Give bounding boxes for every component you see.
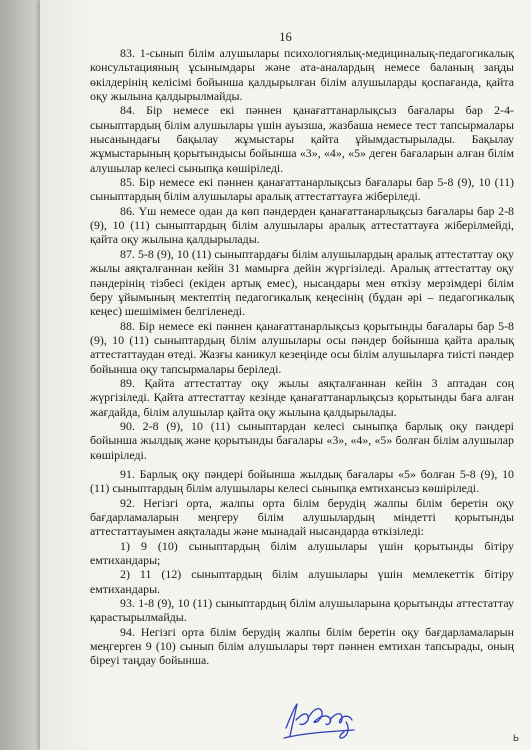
paragraph-90: 90. 2-8 (9), 10 (11) сыныптардан келесі сыныпқа барлық оқу пәндері бойынша жылдық және қорытынды бағалары «3», «4», «5» болған білім алушылар көшіріледі. — [90, 418, 514, 462]
page-number: 16 — [279, 30, 292, 44]
paragraph-83: 83. 1-сынып білім алушылары психологиялық-медициналық-педагогикалық консультацияның ұсынымдары және ата-аналардың немесе баланың заңды өкілдерінің келісімі бойынша қалдырылған білім алушыларды қоспағанда, қайта оқу жылына қалдырылмайды. — [90, 46, 514, 104]
corner-mark: Ь — [512, 734, 519, 744]
document-body — [90, 46, 514, 668]
paragraph-87: 87. 5-8 (9), 10 (11) сыныптардағы білім алушылардың аралық аттестаттау оқу жылы аяқталғаннан кейін 31 мамырға дейін жүргізіледі. Аралық аттестаттау оқу пәндерінің тізбесі (екіден артық емес), нысандары мен өткізу мерзімдері білім беру ұйымының мектептің педагогикалық кеңесінің (бұдан әрі – педагогикалық кеңес) шешімімен белгіленеді. — [90, 246, 514, 319]
handwritten-signature — [280, 698, 362, 742]
document-page — [40, 0, 531, 750]
paragraph-89: 89. Қайта аттестаттау оқу жылы аяқталғаннан кейін 3 аптадан соң жүргізіледі. Қайта аттестаттау кезінде қанағаттанарлықсыз қорытынды баға алған жағдайда, білім алушылар қайта оқу жылына қалдырылады. — [90, 375, 514, 419]
paragraph-86: 86. Үш немесе одан да көп пәндерден қанағаттанарлықсыз бағалары бар 2-8 (9), 10 (11) сыныптардың білім алушылары аралық аттестаттауға жіберілмейді, қайта оқу жылына қалдырылады. — [90, 203, 514, 247]
paragraph-94: 94. Негізгі орта білім берудің жалпы білім беретін оқу бағдарламаларын меңгерген 9 (10) сынып білім алушылары төрт пәннен емтихан тапсырады, оның біреуі таңдау бойынша. — [90, 624, 514, 668]
paragraph-91: 91. Барлық оқу пәндері бойынша жылдық бағалары «5» болған 5-8 (9), 10 (11) сыныптардың білім алушылары келесі сыныпқа емтихансыз көшіріледі. — [90, 466, 514, 496]
paragraph-85: 85. Бір немесе екі пәннен қанағаттанарлықсыз бағалары бар 5-8 (9), 10 (11) сыныптардың білім алушылары аралық аттестаттауға жіберіледі. — [90, 175, 514, 204]
paragraph-92: 92. Негізгі орта, жалпы орта білім берудің жалпы білім беретін оқу бағдарламаларын меңгеру білім алушылардың міндетті қорытынды аттестаттауымен аяқталады және мынадай нысандарда өткізіледі: — [90, 495, 514, 539]
scanner-edge — [0, 0, 44, 750]
list-item-2: 2) 11 (12) сыныптардың білім алушылары үшін мемлекеттік бітіру емтихандары. — [90, 567, 514, 596]
list-item-1: 1) 9 (10) сыныптардың білім алушылары үшін қорытынды бітіру емтихандары; — [90, 538, 514, 568]
paragraph-84: 84. Бір немесе екі пәннен қанағаттанарлықсыз бағалары бар 2-4-сыныптардың білім алушылары үшін ауызша, жазбаша немесе тест тапсырмалары нысанындағы бақылау жұмыстары қайта ұйымдастырылады. Бақылау жұмыстарының қорытындысы бойынша «3», «4», «5» деген бағаларын алған білім алушылар келесі сыныпқа көшіріледі. — [90, 103, 514, 175]
paragraph-93: 93. 1-8 (9), 10 (11) сыныптардың білім алушыларына қорытынды аттестаттау қарастырылмайды. — [90, 596, 514, 625]
paragraph-88: 88. Бір немесе екі пәннен қанағаттанарлықсыз қорытынды бағалары бар 5-8 (9), 10 (11) сыныптардың білім алушылары осы пәндер бойынша қайта аралық аттестаттаудан өтеді. Жазғы каникул кезеңінде осы білім алушыларға тиісті пәндер бойынша оқу тапсырмалары беріледі. — [90, 318, 514, 376]
